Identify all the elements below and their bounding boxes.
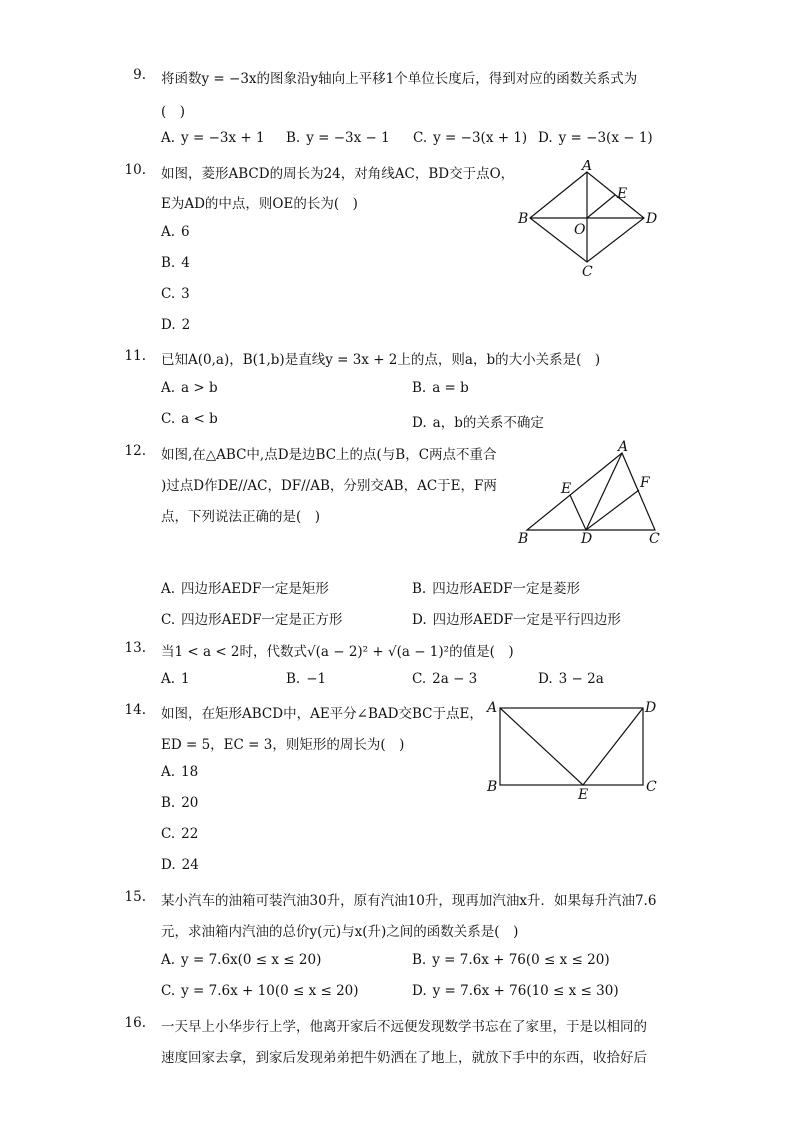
option-c[interactable]: C. y = 7.6x + 10(0 ≤ x ≤ 20) — [161, 983, 359, 999]
option-b[interactable]: B. 四边形AEDF一定是菱形 — [412, 581, 581, 597]
question-text: ED = 5，EC = 3，则矩形的周长为( ) — [161, 737, 405, 753]
option-a[interactable]: A. 1 — [161, 671, 190, 687]
option-a[interactable]: A. 18 — [161, 764, 199, 780]
question-text: 如图，菱形ABCD的周长为24，对角线AC，BD交于点O， — [161, 166, 515, 182]
question-number: 14. — [124, 702, 146, 718]
label-d: D — [646, 211, 658, 227]
option-d[interactable]: D. 2 — [161, 317, 191, 333]
option-d[interactable]: D. 四边形AEDF一定是平行四边形 — [412, 612, 621, 628]
question-number: 9. — [133, 67, 146, 83]
option-c[interactable]: C. 四边形AEDF一定是正方形 — [161, 612, 343, 628]
label-b: B — [487, 779, 498, 795]
option-b[interactable]: B. y = −3x − 1 — [286, 130, 390, 146]
question-text: 某小汽车的油箱可装汽油30升，原有汽油10升，现再加汽油x升．如果每升汽油7.6 — [161, 893, 657, 909]
question-number: 10. — [124, 162, 146, 178]
label-b: B — [518, 211, 529, 227]
option-d[interactable]: D. y = 7.6x + 76(10 ≤ x ≤ 30) — [412, 983, 619, 999]
option-c[interactable]: C. 3 — [161, 286, 190, 302]
question-text: E为AD的中点，则OE的长为( ) — [161, 196, 358, 212]
option-b[interactable]: B. a = b — [412, 380, 469, 396]
label-b: B — [518, 531, 529, 547]
label-d: D — [645, 700, 657, 716]
option-d[interactable]: D. y = −3(x − 1) — [538, 130, 653, 146]
question-text: 点，下列说法正确的是( ) — [161, 509, 321, 525]
label-c: C — [649, 531, 660, 547]
rectangle-figure — [484, 698, 664, 802]
question-text: 将函数y = −3x的图象沿y轴向上平移1个单位长度后，得到对应的函数关系式为 — [161, 71, 638, 87]
option-d[interactable]: D. 3 − 2a — [538, 671, 604, 687]
question-text: 速度回家去拿，到家后发现弟弟把牛奶洒在了地上，就放下手中的东西，收拾好后 — [161, 1050, 647, 1066]
question-number: 15. — [124, 889, 146, 905]
label-a: A — [618, 440, 629, 455]
option-a[interactable]: A. y = 7.6x(0 ≤ x ≤ 20) — [161, 952, 322, 968]
question-text: 如图,在△ABC中,点D是边BC上的点(与B，C两点不重合 — [161, 447, 497, 463]
question-text: 当1 < a < 2时，代数式√(a − 2)² + √(a − 1)²的值是( ) — [161, 644, 514, 660]
question-text: 元，求油箱内汽油的总价y(元)与x(升)之间的函数关系是( ) — [161, 924, 519, 940]
label-f: F — [640, 475, 650, 491]
question-text: )过点D作DE//AC，DF//AB，分别交AB，AC于E，F两 — [161, 478, 497, 494]
option-c[interactable]: C. a < b — [161, 411, 218, 427]
question-text: 已知A(0,a)，B(1,b)是直线y = 3x + 2上的点，则a，b的大小关系是( ) — [161, 352, 601, 368]
question-text: 如图，在矩形ABCD中，AE平分∠BAD交BC于点E， — [161, 706, 483, 722]
question-text: ( ) — [161, 104, 186, 120]
option-b[interactable]: B. 4 — [161, 255, 190, 271]
label-a: A — [487, 700, 498, 716]
label-a: A — [582, 160, 593, 174]
option-a[interactable]: A. a > b — [161, 380, 218, 396]
option-c[interactable]: C. 2a − 3 — [412, 671, 478, 687]
question-number: 12. — [124, 443, 146, 459]
option-a[interactable]: A. 6 — [161, 224, 190, 240]
label-e: E — [578, 787, 589, 802]
question-number: 16. — [124, 1015, 146, 1031]
label-o: O — [574, 222, 586, 238]
label-c: C — [582, 264, 593, 280]
option-a[interactable]: A. 四边形AEDF一定是矩形 — [161, 581, 329, 597]
label-d: D — [581, 531, 593, 547]
option-c[interactable]: C. 22 — [161, 826, 199, 842]
option-b[interactable]: B. y = 7.6x + 76(0 ≤ x ≤ 20) — [412, 952, 610, 968]
rhombus-figure — [510, 160, 670, 280]
option-c[interactable]: C. y = −3(x + 1) — [413, 130, 528, 146]
question-number: 13. — [124, 640, 146, 656]
question-number: 11. — [124, 348, 146, 364]
question-text: 一天早上小华步行上学，他离开家后不远便发现数学书忘在了家里，于是以相同的 — [161, 1019, 647, 1035]
option-b[interactable]: B. −1 — [286, 671, 327, 687]
option-a[interactable]: A. y = −3x + 1 — [161, 130, 265, 146]
triangle-figure — [512, 440, 672, 550]
label-e: E — [561, 481, 572, 497]
option-d[interactable]: D. 24 — [161, 857, 199, 873]
option-d[interactable]: D. a，b的关系不确定 — [412, 415, 544, 431]
label-e: E — [617, 186, 628, 202]
option-b[interactable]: B. 20 — [161, 795, 199, 811]
label-c: C — [646, 779, 657, 795]
